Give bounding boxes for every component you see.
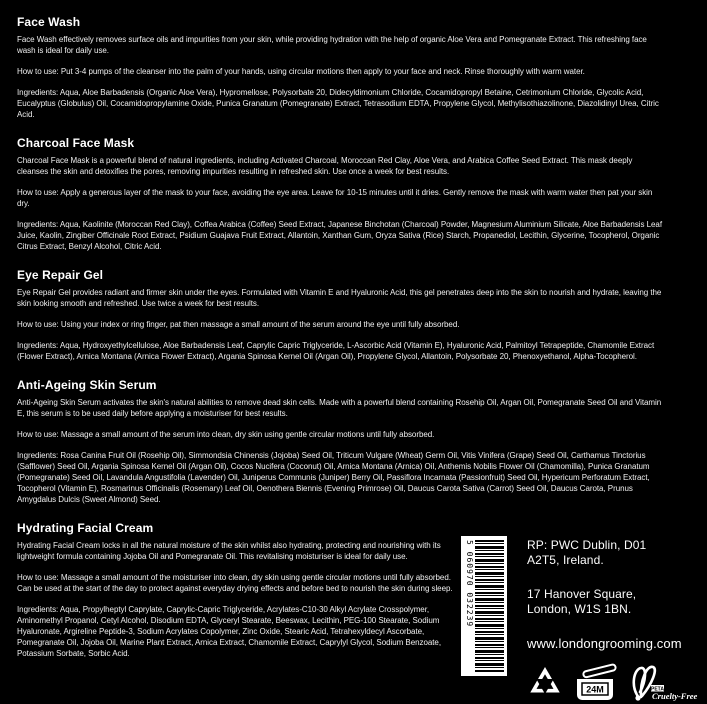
section-how-to-use: How to use: Massage a small amount of the serum into clean, dry skin using gentle circular motions until fully absorbed.: [17, 430, 435, 439]
section-title: Anti-Ageing Skin Serum: [17, 378, 157, 392]
barcode-bars: [475, 540, 504, 672]
section-description: Charcoal Face Mask is a powerful blend of natural ingredients, including Activated Charcoal, Moroccan Red Clay, Aloe Vera, and Arabica Coffee Seed Extract. This mask deeply cleanses the skin and detoxifies the pores, removing impurities resulting in refreshed skin. Use once a week for best results.: [17, 156, 633, 176]
cruelty-free-badge: PETA: [651, 686, 664, 693]
section-description: Face Wash effectively removes surface oils and impurities from your skin, while providing hydration with the help of organic Aloe Vera and Pomegranate Extract. This refreshing face wash is ideal for daily use.: [17, 35, 647, 55]
section-title: Eye Repair Gel: [17, 268, 104, 282]
section-charcoal-face-mask: [17, 137, 662, 252]
section-ingredients: Ingredients: Aqua, Aloe Barbadensis (Organic Aloe Vera), Hypromellose, Polysorbate 20, Didecyldimonium Chloride, Cocamidopropyl Betaine, Cetrimonium Chloride, Glycolic Acid, Eucalyptus (Globulus) Oil, Cocamidopropylamine Oxide, Punica Granatum (Pomegranate) Extract, Tetrasodium EDTA, Propylene Glycol, Methylisothiazolinone, Diazolidinyl Urea, Citric Acid.: [17, 88, 659, 119]
section-face-wash: [17, 16, 662, 120]
cruelty-free-label: Cruelty-Free: [652, 691, 698, 701]
certification-icons: [527, 664, 707, 704]
barcode-digits: 5 060970 032239: [465, 540, 474, 628]
section-ingredients: Ingredients: Aqua, Kaolinite (Moroccan Red Clay), Coffea Arabica (Coffee) Seed Extract, Japanese Binchotan (Charcoal) Powder, Magnesium Aluminium Silicate, Aloe Barbadensis Leaf Juice, Kaolin, Zingiber Officinale Root Extract, Psidium Guajava Fruit Extract, Allantoin, Xanthan Gum, Oryza Sativa (Rice) Starch, Propanediol, Lecithin, Glycerine, Tocopherol, Organic Citrus Extract, Benzyl Alcohol, Citric Acid.: [17, 220, 662, 251]
section-how-to-use: How to use: Apply a generous layer of the mask to your face, avoiding the eye area. Leave for 10-15 minutes until it dries. Gently remove the mask with warm water then pat your skin dry.: [17, 188, 653, 208]
bottom-row: [17, 521, 698, 704]
right-panel: [453, 522, 707, 704]
period-after-opening-label: 24M: [586, 684, 604, 695]
section-ingredients: Ingredients: Rosa Canina Fruit Oil (Rosehip Oil), Simmondsia Chinensis (Jojoba) Seed Oil, Triticum Vulgare (Wheat) Germ Oil, Vitis Vinifera (Grape) Seed Oil, Carthamus Tinctorius (Safflower) Seed Oil, Argania Spinosa Kernel Oil (Argan Oil), Cocos Nucifera (Coconut) Oil, Arnica Montana (Arnica) Oil, Anthemis Nobilis Flower Oil (Chamomilla), Punica Granatum (Pomegranate) Seed Oil, Lavandula Angustifolia (Lavender) Oil, Juniperus Communis (Juniper) Berry Oil, Passiflora Incarnata (Passionfruit) Seed Oil, Hypericum Perforatum Extract, Tocopherol (Vitamin E), Rosmarinus Officinalis (Rosemary) Leaf Oil, Oenothera Biennis (Evening Primrose) Oil, Daucus Carota Sativa (Carrot) Seed Oil, Daucus Carota, Prunus Amygdalus Dulcis (Sweet Almond) Seed.: [17, 451, 650, 504]
section-eye-repair-gel: [17, 269, 662, 362]
section-title: Charcoal Face Mask: [17, 136, 135, 150]
section-how-to-use: How to use: Using your index or ring finger, pat then massage a small amount of the serum around the eye until fully absorbed.: [17, 320, 460, 329]
section-title: Hydrating Facial Cream: [17, 521, 154, 535]
address-text: 17 Hanover Square, London, W1S 1BN.: [527, 587, 637, 616]
period-after-opening-icon: [573, 665, 617, 703]
barcode: [461, 536, 507, 676]
cruelty-free-icon: [627, 664, 707, 704]
section-how-to-use: How to use: Massage a small amount of the moisturiser into clean, dry skin using gentle circular motions until fully absorbed. Can be used at the start of the day to protect against everyday drying effects and before bed to nourish the skin during sleep.: [17, 573, 453, 593]
responsible-person-text: RP: PWC Dublin, D01 A2T5, Ireland.: [527, 538, 647, 567]
section-ingredients: Ingredients: Aqua, Hydroxyethylcellulose, Aloe Barbadensis Leaf, Caprylic Capric Triglyceride, L-Ascorbic Acid (Vitamin E), Hyaluronic Acid, Palmitoyl Tetrapeptide, Chamomile Extract (Flower Extract), Arnica Montana (Arnica Flower Extract), Argania Spinosa Kernel Oil (Argan Oil), Propylene Glycol, Allantoin, Polysorbate 20, Phenoxyethanol, Alpha-Tocopherol.: [17, 341, 655, 361]
contact-info: [527, 536, 707, 704]
website-text: www.londongrooming.com: [527, 636, 682, 651]
section-hydrating-facial-cream: [17, 522, 453, 659]
section-title: Face Wash: [17, 15, 81, 29]
section-anti-ageing-skin-serum: [17, 379, 662, 505]
section-how-to-use: How to use: Put 3-4 pumps of the cleanser into the palm of your hands, using circular motions then apply to your face and neck. Rinse thoroughly with warm water.: [17, 67, 585, 76]
section-description: Hydrating Facial Cream locks in all the natural moisture of the skin whilst also hydrating, protecting and nourishing with its lightweight formula containing Jojoba Oil and Pomegranate Oil. This revitalising moisturiser is ideal for daily use.: [17, 541, 441, 561]
section-ingredients: Ingredients: Aqua, Propylheptyl Caprylate, Caprylic-Capric Triglyceride, Acrylates-C10-30 Alkyl Acrylate Crosspolymer, Aminomethyl Propanol, Cetyl Alcohol, Disodium EDTA, Glyceryl Stearate, Beeswax, Lecithin, PEG-100 Stearate, Sodium Hyaluronate, Argireline Peptide-3, Sodium Acrylates Copolymer, Zinc Oxide, Stearic Acid, Tetrahexyldecyl Ascorbate, Pomegranate Oil, Jojoba Oil, Marine Plant Extract, Arnica Extract, Chamomile Extract, Caprylyl Glycol, Sodium Benzoate, Potassium Sorbate, Sorbic Acid.: [17, 605, 442, 658]
section-description: Eye Repair Gel provides radiant and firmer skin under the eyes. Formulated with Vitamin E and Hyaluronic Acid, this gel penetrates deep into the skin to nourish and hydrate, leaving the skin looking smooth and refreshed. Use twice a week for best results.: [17, 288, 662, 308]
section-description: Anti-Ageing Skin Serum activates the skin's natural abilities to remove dead skin cells. Made with a powerful blend containing Rosehip Oil, Argan Oil, Pomegranate Seed Oil and Vitamin E, this serum is to be used daily before applying a moisturiser for best results.: [17, 398, 662, 418]
recycling-icon: [527, 666, 563, 702]
